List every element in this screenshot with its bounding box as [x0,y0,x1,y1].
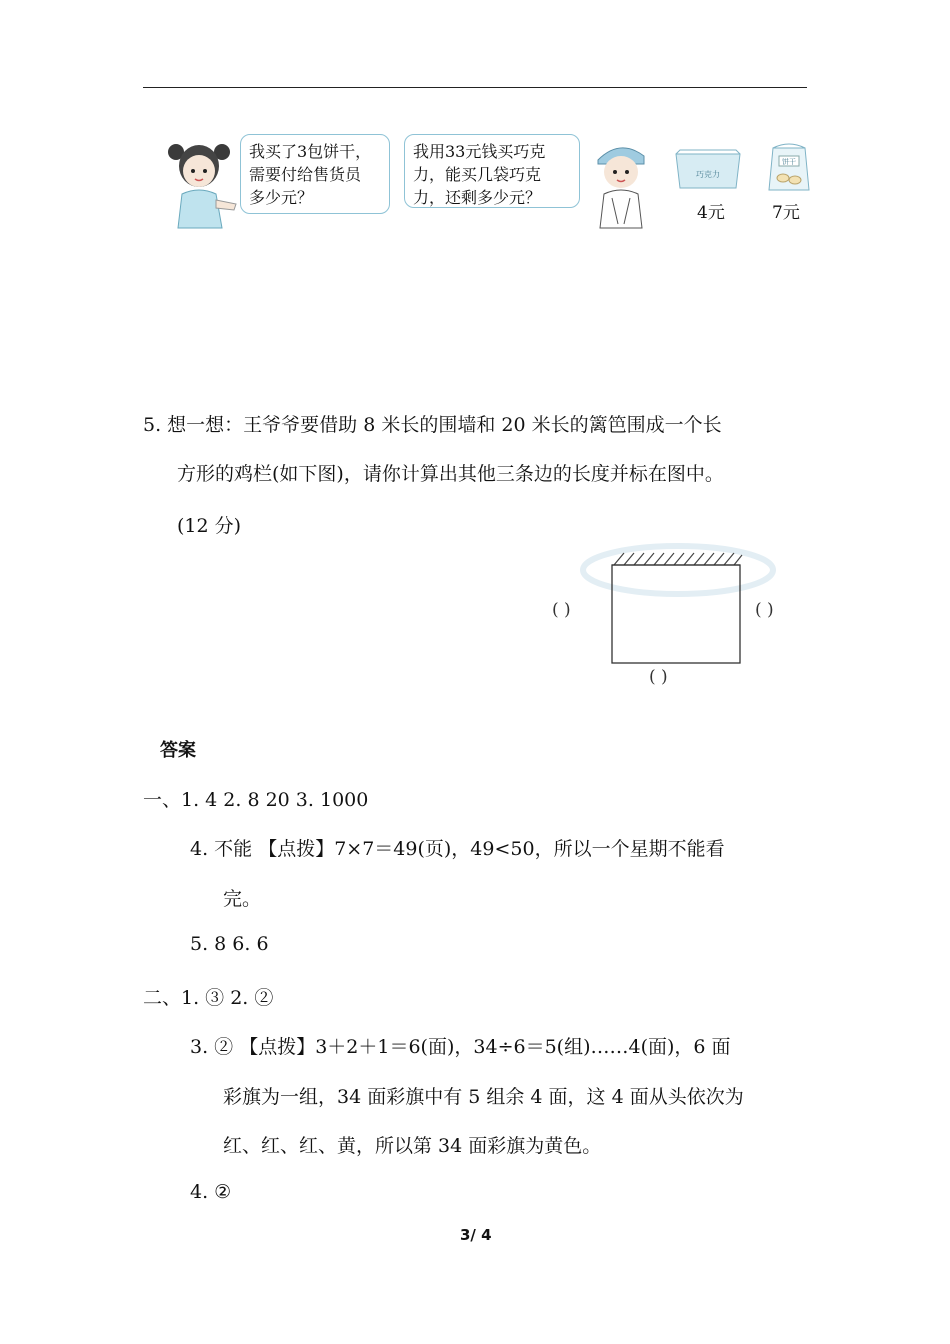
bottom-side-blank: ( ) [649,667,668,687]
answer-line: 5. 8 6. 6 [190,933,269,955]
chocolate-price: 4元 [697,203,725,223]
answer-line: 3. ② 【点拨】3＋2＋1＝6(面)，34÷6＝5(组)……4(面)，6 面 [190,1036,731,1058]
page-number: 3/ 4 [460,1226,492,1244]
answer-line: 4. 不能 【点拨】7×7＝49(页)，49<50，所以一个星期不能看 [190,838,725,860]
girl-illustration [160,138,242,230]
answer-line: 完。 [223,888,262,910]
answer-line: 二、1. ③ 2. ② [143,987,274,1009]
answer-line: 4. ② [190,1181,232,1203]
answers-title: 答案 [160,740,196,761]
girl-speech-bubble [240,134,390,214]
girl-speech-line: 多少元？ [249,188,314,207]
chocolate-pack-illustration [672,148,744,194]
biscuit-price: 7元 [772,203,800,223]
chocolate-pack-label: 巧克力 [696,170,720,179]
girl-speech-line: 需要付给售货员 [249,165,362,184]
boy-speech-bubble [404,134,580,208]
answer-line: 彩旗为一组，34 面彩旗中有 5 组余 4 面，这 4 面从头依次为 [223,1086,744,1108]
answer-line: 红、红、红、黄，所以第 34 面彩旗为黄色。 [223,1135,602,1157]
biscuit-pack-illustration [765,140,813,194]
answer-line: 一、1. 4 2. 8 20 3. 1000 [143,789,369,811]
girl-speech-line: 我买了3包饼干， [249,142,372,161]
left-side-blank: ( ) [552,600,571,620]
boy-speech-line: 我用33元钱买巧克 [413,142,546,161]
boy-speech-line: 力，能买几袋巧克 [413,165,542,184]
boy-speech-line: 力，还剩多少元？ [413,188,542,207]
question5-line2: 方形的鸡栏(如下图)，请你计算出其他三条边的长度并标在图中。 [177,463,724,485]
boy-illustration [590,138,652,230]
header-rule [143,87,807,88]
right-side-blank: ( ) [755,600,774,620]
pen-rectangle [612,565,740,663]
question5-line1: 5. 想一想：王爷爷要借助 8 米长的围墙和 20 米长的篱笆围成一个长 [143,414,722,436]
question5-points: (12 分) [177,515,242,537]
biscuit-pack-label: 饼干 [782,158,796,166]
wall-hatching [612,553,742,565]
